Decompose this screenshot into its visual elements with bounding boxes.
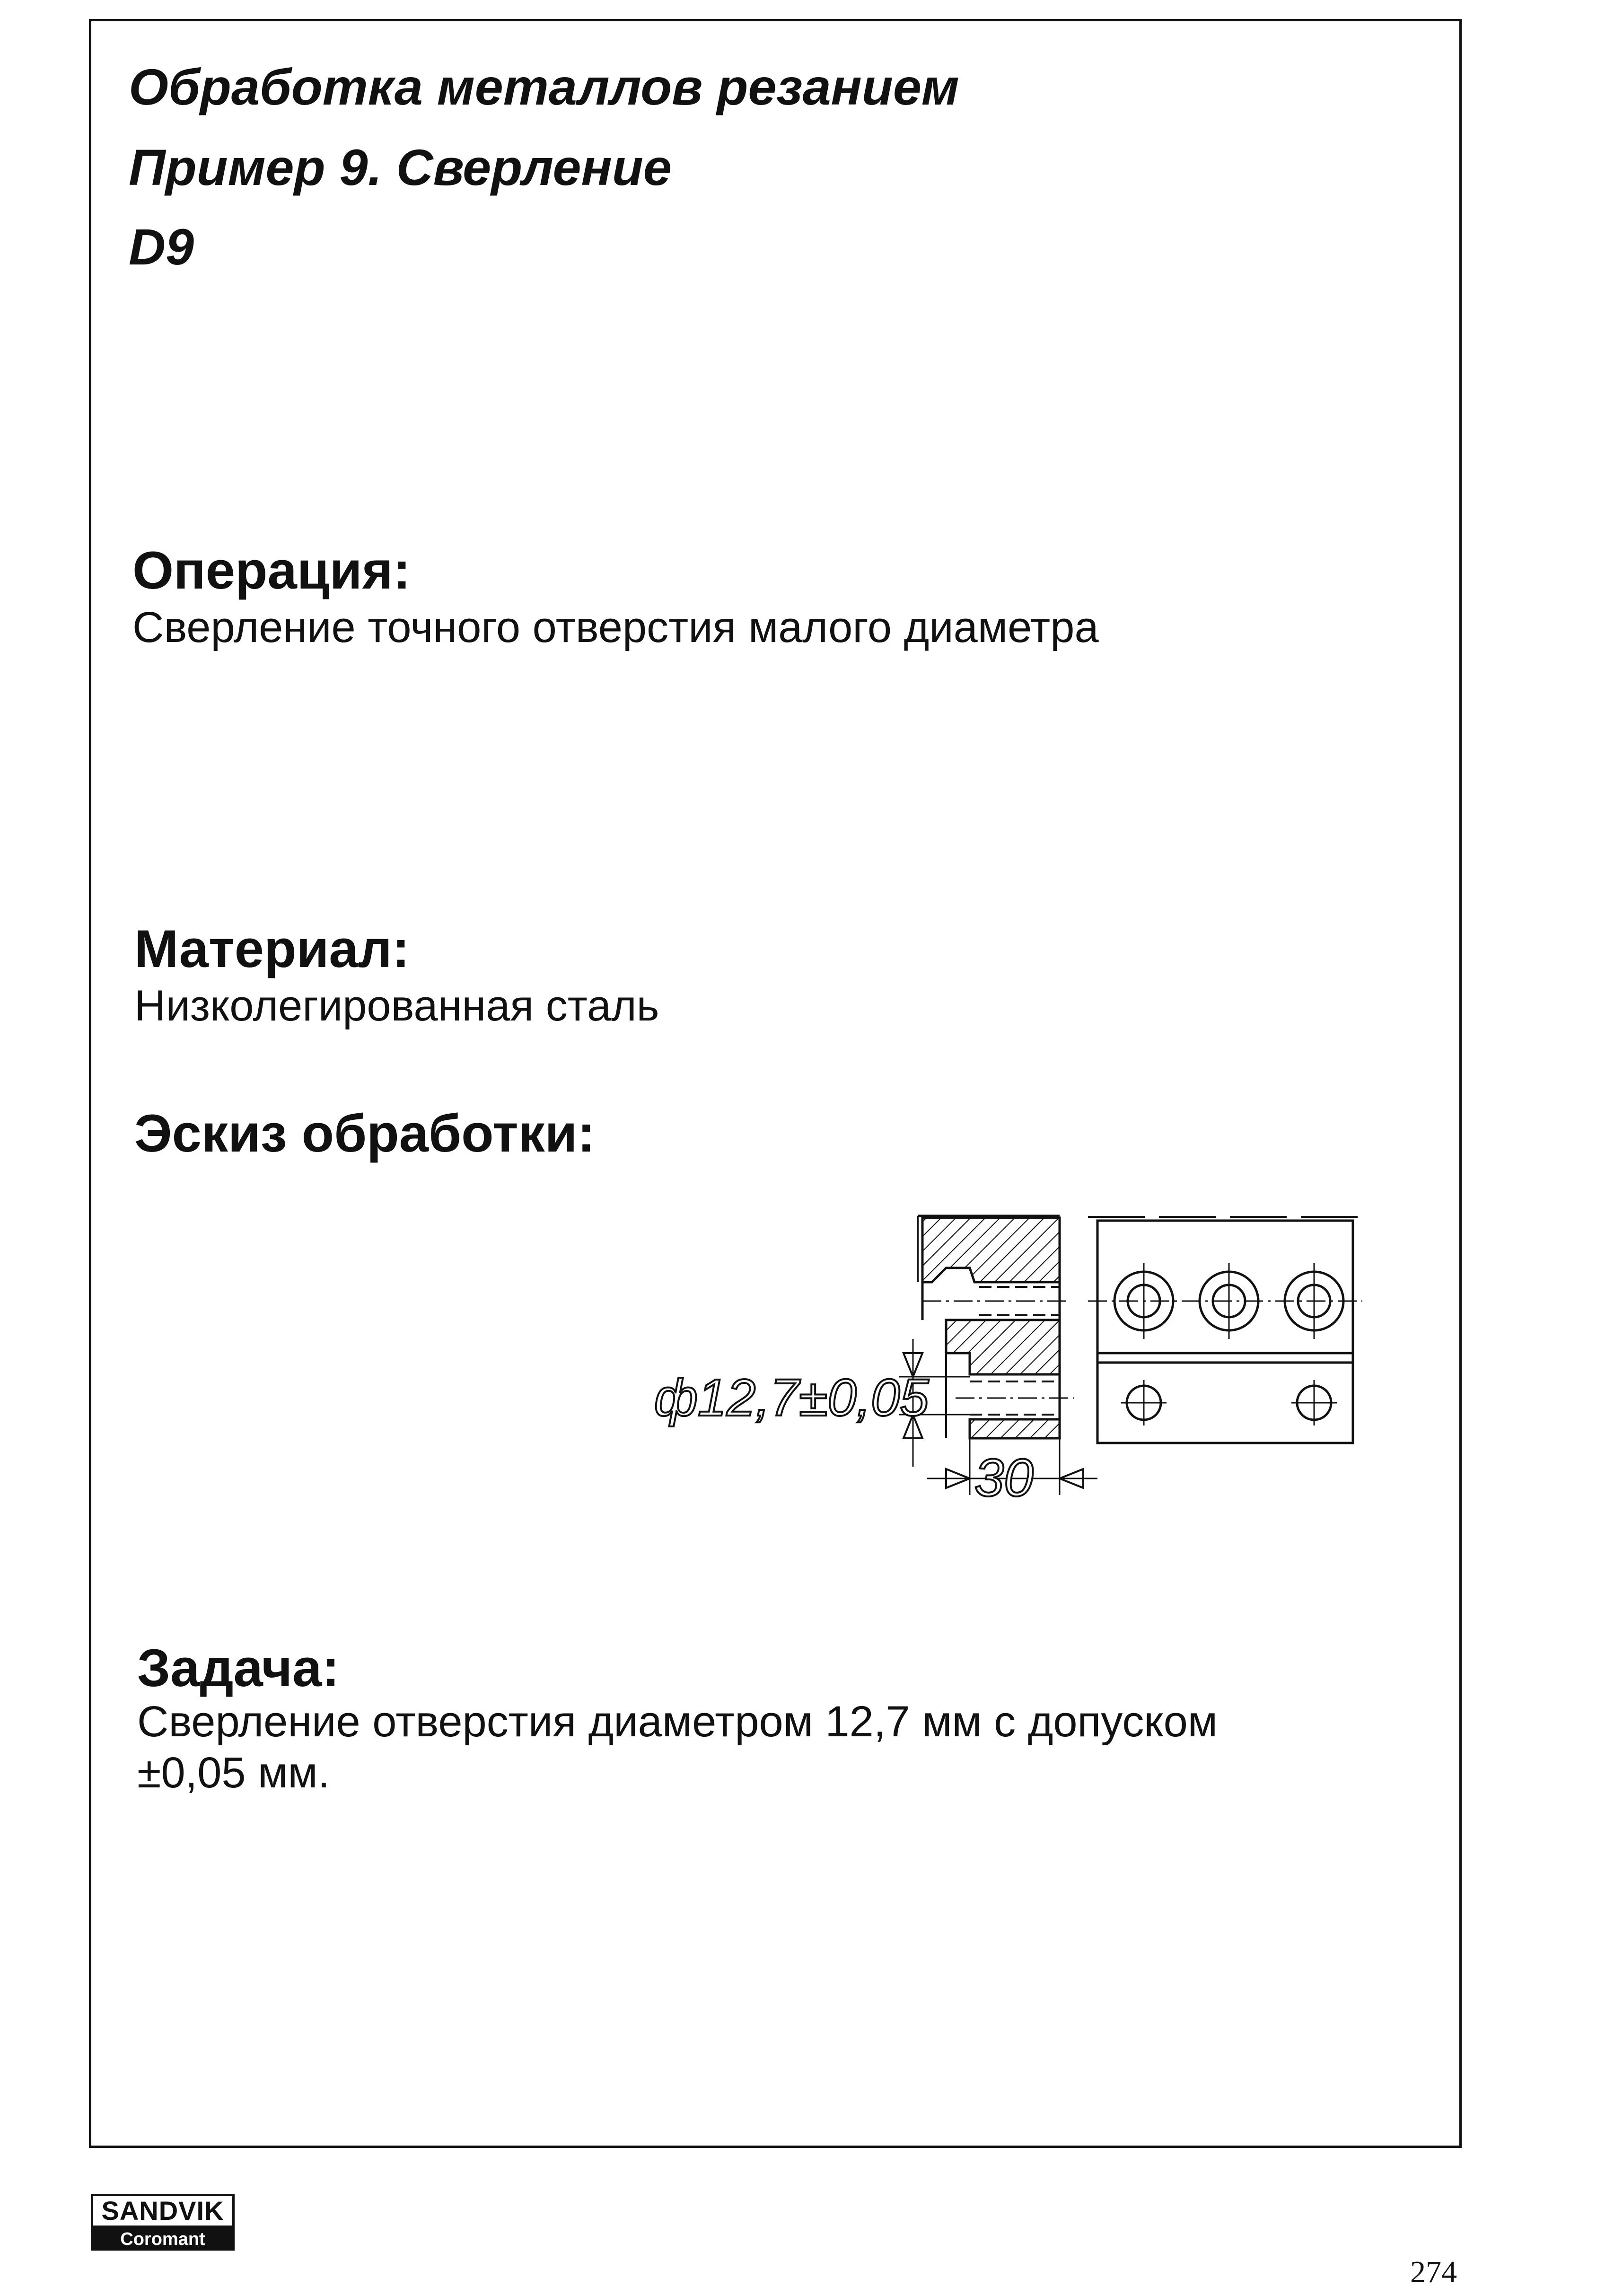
material-heading: Материал: — [134, 919, 410, 978]
logo-brand: SANDVIK — [91, 2194, 235, 2228]
page-number: 274 — [1410, 2255, 1457, 2289]
example-code: D9 — [129, 218, 194, 275]
material-text: Низколегированная сталь — [134, 982, 659, 1030]
diameter-label: ф12,7±0,05 — [654, 1369, 929, 1427]
task-heading: Задача: — [137, 1638, 340, 1698]
operation-text: Сверление точного отверстия малого диаметра — [132, 603, 1099, 651]
machining-sketch — [653, 1211, 1391, 1571]
top-view — [1088, 1217, 1362, 1443]
length-label: 30 — [974, 1448, 1034, 1507]
logo-subbrand: Coromant — [91, 2228, 235, 2251]
example-title: Пример 9. Сверление — [129, 139, 672, 196]
page-frame — [89, 19, 1462, 2148]
sketch-heading: Эскиз обработки: — [134, 1104, 595, 1163]
task-text-line2: ±0,05 мм. — [137, 1749, 330, 1797]
task-text-line1: Сверление отверстия диаметром 12,7 мм с допуском — [137, 1698, 1218, 1746]
document-title: Обработка металлов резанием — [129, 58, 959, 115]
sandvik-coromant-logo — [91, 2194, 235, 2252]
operation-heading: Операция: — [132, 541, 411, 600]
